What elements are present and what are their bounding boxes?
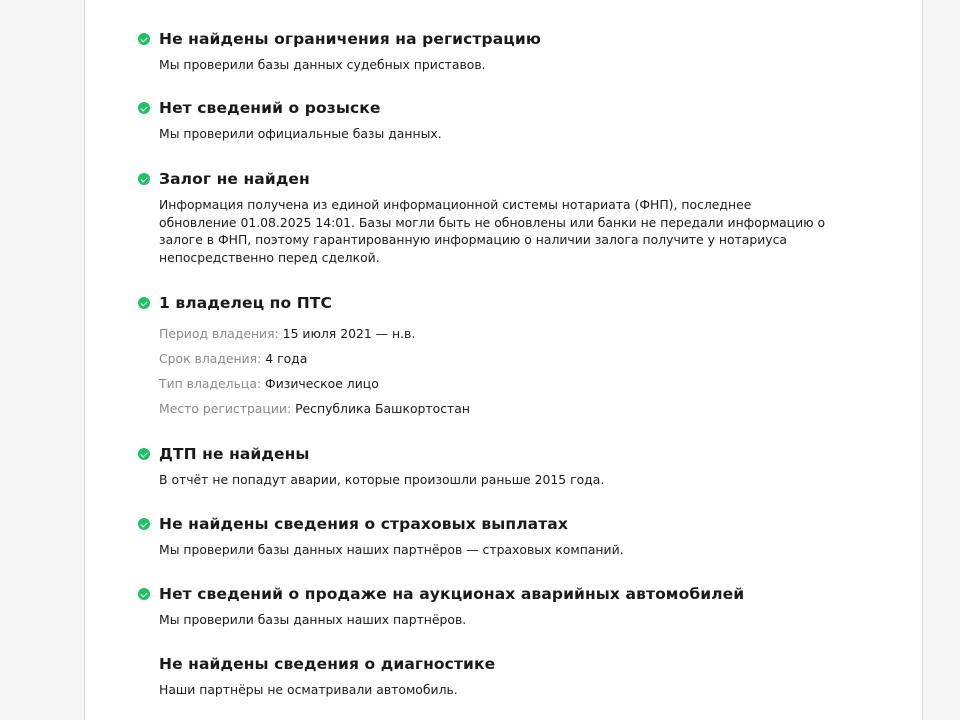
- check-accidents: [138, 443, 838, 489]
- check-title: 1 владелец по ПТС: [159, 294, 332, 312]
- desc-line: обновление 01.08.2025 14:01. Базы могли быть не обновлены или банки не передали информацию о: [159, 214, 826, 230]
- check-auctions: [138, 583, 838, 629]
- check-circle-icon: [138, 173, 150, 185]
- prop-value: 15 июля 2021 — н.в.: [282, 326, 416, 341]
- check-pledge: [138, 168, 838, 266]
- report-card: [84, 0, 923, 720]
- prop-label: Место регистрации:: [159, 401, 292, 416]
- check-title: Нет сведений о продаже на аукционах аварийных автомобилей: [159, 585, 745, 603]
- check-description: Мы проверили базы данных наших партнёров — страховых компаний.: [159, 542, 624, 557]
- desc-line: залоге в ФНП, поэтому гарантированную информацию о наличии залога получите у нотариуса: [159, 232, 788, 247]
- check-circle-icon: [138, 448, 150, 460]
- owner-property: [159, 321, 838, 346]
- prop-value: 4 года: [265, 351, 308, 366]
- check-description: [159, 196, 838, 266]
- owner-property: [159, 396, 838, 421]
- check-circle-icon: [138, 588, 150, 600]
- owner-property: [159, 346, 838, 371]
- check-circle-icon: [138, 33, 150, 45]
- check-description: Наши партнёры не осматривали автомобиль.: [159, 682, 458, 697]
- prop-value: Республика Башкортостан: [295, 401, 470, 416]
- check-title: Залог не найден: [159, 170, 310, 188]
- check-title: Не найдены ограничения на регистрацию: [159, 30, 541, 48]
- owner-property: [159, 371, 838, 396]
- desc-line: непосредственно перед сделкой.: [159, 249, 380, 265]
- check-description: Мы проверили официальные базы данных.: [159, 126, 442, 141]
- check-title: Не найдены сведения о диагностике: [159, 655, 496, 673]
- check-registration-restrictions: [138, 28, 838, 74]
- check-owners: [138, 292, 838, 421]
- check-description: В отчёт не попадут аварии, которые произошли раньше 2015 года.: [159, 472, 605, 487]
- check-title: Нет сведений о розыске: [159, 99, 381, 117]
- prop-value: Физическое лицо: [265, 376, 379, 391]
- check-circle-icon: [138, 297, 150, 309]
- check-insurance: [138, 513, 838, 559]
- check-wanted: [138, 97, 838, 143]
- check-circle-icon: [138, 518, 150, 530]
- prop-label: Срок владения:: [159, 351, 262, 366]
- check-circle-icon: [138, 102, 150, 114]
- check-title: Не найдены сведения о страховых выплатах: [159, 515, 568, 533]
- check-diagnostics: [138, 653, 838, 699]
- check-title: ДТП не найдены: [159, 445, 310, 463]
- prop-label: Тип владельца:: [159, 376, 262, 391]
- desc-line: Информация получена из единой информационной системы нотариата (ФНП), последнее: [159, 197, 752, 212]
- check-description: Мы проверили базы данных судебных приставов.: [159, 57, 486, 72]
- prop-label: Период владения:: [159, 326, 279, 341]
- check-description: Мы проверили базы данных наших партнёров.: [159, 612, 467, 627]
